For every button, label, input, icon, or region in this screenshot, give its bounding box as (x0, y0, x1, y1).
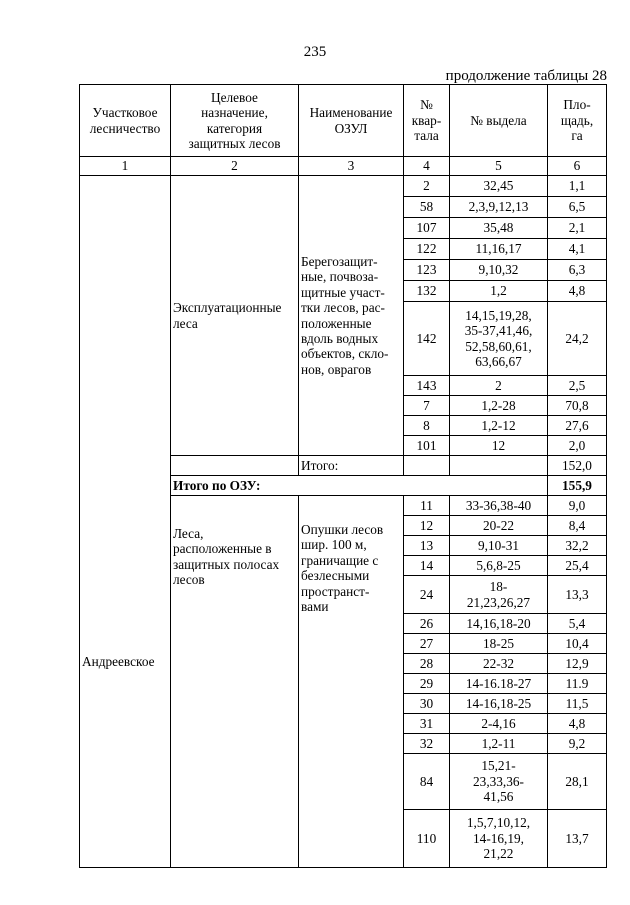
table-continuation-label: продолжение таблицы 28 (445, 68, 607, 84)
subtotal-empty-cell (450, 456, 548, 476)
quarter-cell: 122 (404, 239, 450, 260)
quarter-cell: 123 (404, 260, 450, 281)
quarter-cell: 58 (404, 197, 450, 218)
ozul-cell: Опушки лесов шир. 100 м, граничащие с безлесными пространст- вами (299, 496, 404, 868)
area-cell: 10,4 (548, 634, 607, 654)
column-number: 6 (548, 157, 607, 176)
quarter-cell: 132 (404, 281, 450, 302)
quarter-cell: 7 (404, 396, 450, 416)
subtotal-label: Итого: (299, 456, 404, 476)
allotment-cell: 2-4,16 (450, 714, 548, 734)
quarter-cell: 31 (404, 714, 450, 734)
quarter-cell: 29 (404, 674, 450, 694)
total-label: Итого по ОЗУ: (171, 476, 548, 496)
allotment-cell: 14-16,18-25 (450, 694, 548, 714)
allotment-cell: 1,2 (450, 281, 548, 302)
quarter-cell: 24 (404, 576, 450, 614)
allotment-cell: 11,16,17 (450, 239, 548, 260)
area-cell: 2,5 (548, 376, 607, 396)
area-cell: 70,8 (548, 396, 607, 416)
allotment-cell: 5,6,8-25 (450, 556, 548, 576)
subtotal-value: 152,0 (548, 456, 607, 476)
area-cell: 11.9 (548, 674, 607, 694)
quarter-cell: 32 (404, 734, 450, 754)
subtotal-row (80, 456, 607, 476)
area-cell: 2,1 (548, 218, 607, 239)
forestry-cell-empty (80, 176, 171, 456)
quarter-cell: 11 (404, 496, 450, 516)
quarter-cell: 28 (404, 654, 450, 674)
quarter-cell: 12 (404, 516, 450, 536)
header-area: Пло- щадь, га (548, 85, 607, 157)
header-quarter: № квар- тала (404, 85, 450, 157)
allotment-cell: 14,15,19,28, 35-37,41,46, 52,58,60,61, 63,66,67 (450, 302, 548, 376)
area-cell: 4,8 (548, 281, 607, 302)
area-cell: 6,5 (548, 197, 607, 218)
allotment-cell: 1,2-12 (450, 416, 548, 436)
forestry-cell: Андреевское (80, 456, 171, 868)
allotment-cell: 20-22 (450, 516, 548, 536)
quarter-cell: 13 (404, 536, 450, 556)
subtotal-empty-cell (404, 456, 450, 476)
allotment-cell: 2 (450, 376, 548, 396)
area-cell: 24,2 (548, 302, 607, 376)
quarter-cell: 84 (404, 754, 450, 810)
allotment-cell: 18- 21,23,26,27 (450, 576, 548, 614)
area-cell: 32,2 (548, 536, 607, 556)
allotment-cell: 33-36,38-40 (450, 496, 548, 516)
allotment-cell: 2,3,9,12,13 (450, 197, 548, 218)
header-ozul: Наименование ОЗУЛ (299, 85, 404, 157)
column-number-row (80, 157, 607, 176)
ozul-cell: Берегозащит- ные, почвоза- щитные участ- тки лесов, рас- положенные вдоль водных объектов, скло- нов, оврагов (299, 176, 404, 456)
area-cell: 5,4 (548, 614, 607, 634)
quarter-cell: 107 (404, 218, 450, 239)
area-cell: 27,6 (548, 416, 607, 436)
allotment-cell: 1,5,7,10,12, 14-16,19, 21,22 (450, 810, 548, 868)
allotment-cell: 18-25 (450, 634, 548, 654)
allotment-cell: 22-32 (450, 654, 548, 674)
category-cell: Леса, расположенные в защитных полосах лесов (171, 496, 299, 868)
allotment-cell: 1,2-11 (450, 734, 548, 754)
quarter-cell: 110 (404, 810, 450, 868)
table-row (80, 176, 607, 197)
forest-protection-table (79, 84, 607, 868)
category-cell: Эксплуатационные леса (171, 176, 299, 456)
area-cell: 13,3 (548, 576, 607, 614)
column-number: 5 (450, 157, 548, 176)
column-number: 4 (404, 157, 450, 176)
area-cell: 28,1 (548, 754, 607, 810)
quarter-cell: 101 (404, 436, 450, 456)
area-cell: 12,9 (548, 654, 607, 674)
header-allotment: № выдела (450, 85, 548, 157)
allotment-cell: 14,16,18-20 (450, 614, 548, 634)
area-cell: 8,4 (548, 516, 607, 536)
quarter-cell: 143 (404, 376, 450, 396)
allotment-cell: 35,48 (450, 218, 548, 239)
area-cell: 2,0 (548, 436, 607, 456)
area-cell: 4,1 (548, 239, 607, 260)
area-cell: 13,7 (548, 810, 607, 868)
quarter-cell: 142 (404, 302, 450, 376)
page-number: 235 (303, 44, 327, 60)
column-number: 2 (171, 157, 299, 176)
area-cell: 9,0 (548, 496, 607, 516)
quarter-cell: 14 (404, 556, 450, 576)
column-number: 3 (299, 157, 404, 176)
quarter-cell: 8 (404, 416, 450, 436)
allotment-cell: 1,2-28 (450, 396, 548, 416)
quarter-cell: 26 (404, 614, 450, 634)
total-value: 155,9 (548, 476, 607, 496)
area-cell: 4,8 (548, 714, 607, 734)
quarter-cell: 2 (404, 176, 450, 197)
header-purpose: Целевое назначение, категория защитных лесов (171, 85, 299, 157)
allotment-cell: 9,10-31 (450, 536, 548, 556)
quarter-cell: 27 (404, 634, 450, 654)
area-cell: 25,4 (548, 556, 607, 576)
quarter-cell: 30 (404, 694, 450, 714)
header-forestry: Участковое лесничество (80, 85, 171, 157)
area-cell: 9,2 (548, 734, 607, 754)
subtotal-empty-cell (171, 456, 299, 476)
area-cell: 1,1 (548, 176, 607, 197)
allotment-cell: 14-16.18-27 (450, 674, 548, 694)
allotment-cell: 12 (450, 436, 548, 456)
header-row (80, 85, 607, 157)
column-number: 1 (80, 157, 171, 176)
area-cell: 6,3 (548, 260, 607, 281)
allotment-cell: 9,10,32 (450, 260, 548, 281)
allotment-cell: 15,21- 23,33,36- 41,56 (450, 754, 548, 810)
area-cell: 11,5 (548, 694, 607, 714)
allotment-cell: 32,45 (450, 176, 548, 197)
